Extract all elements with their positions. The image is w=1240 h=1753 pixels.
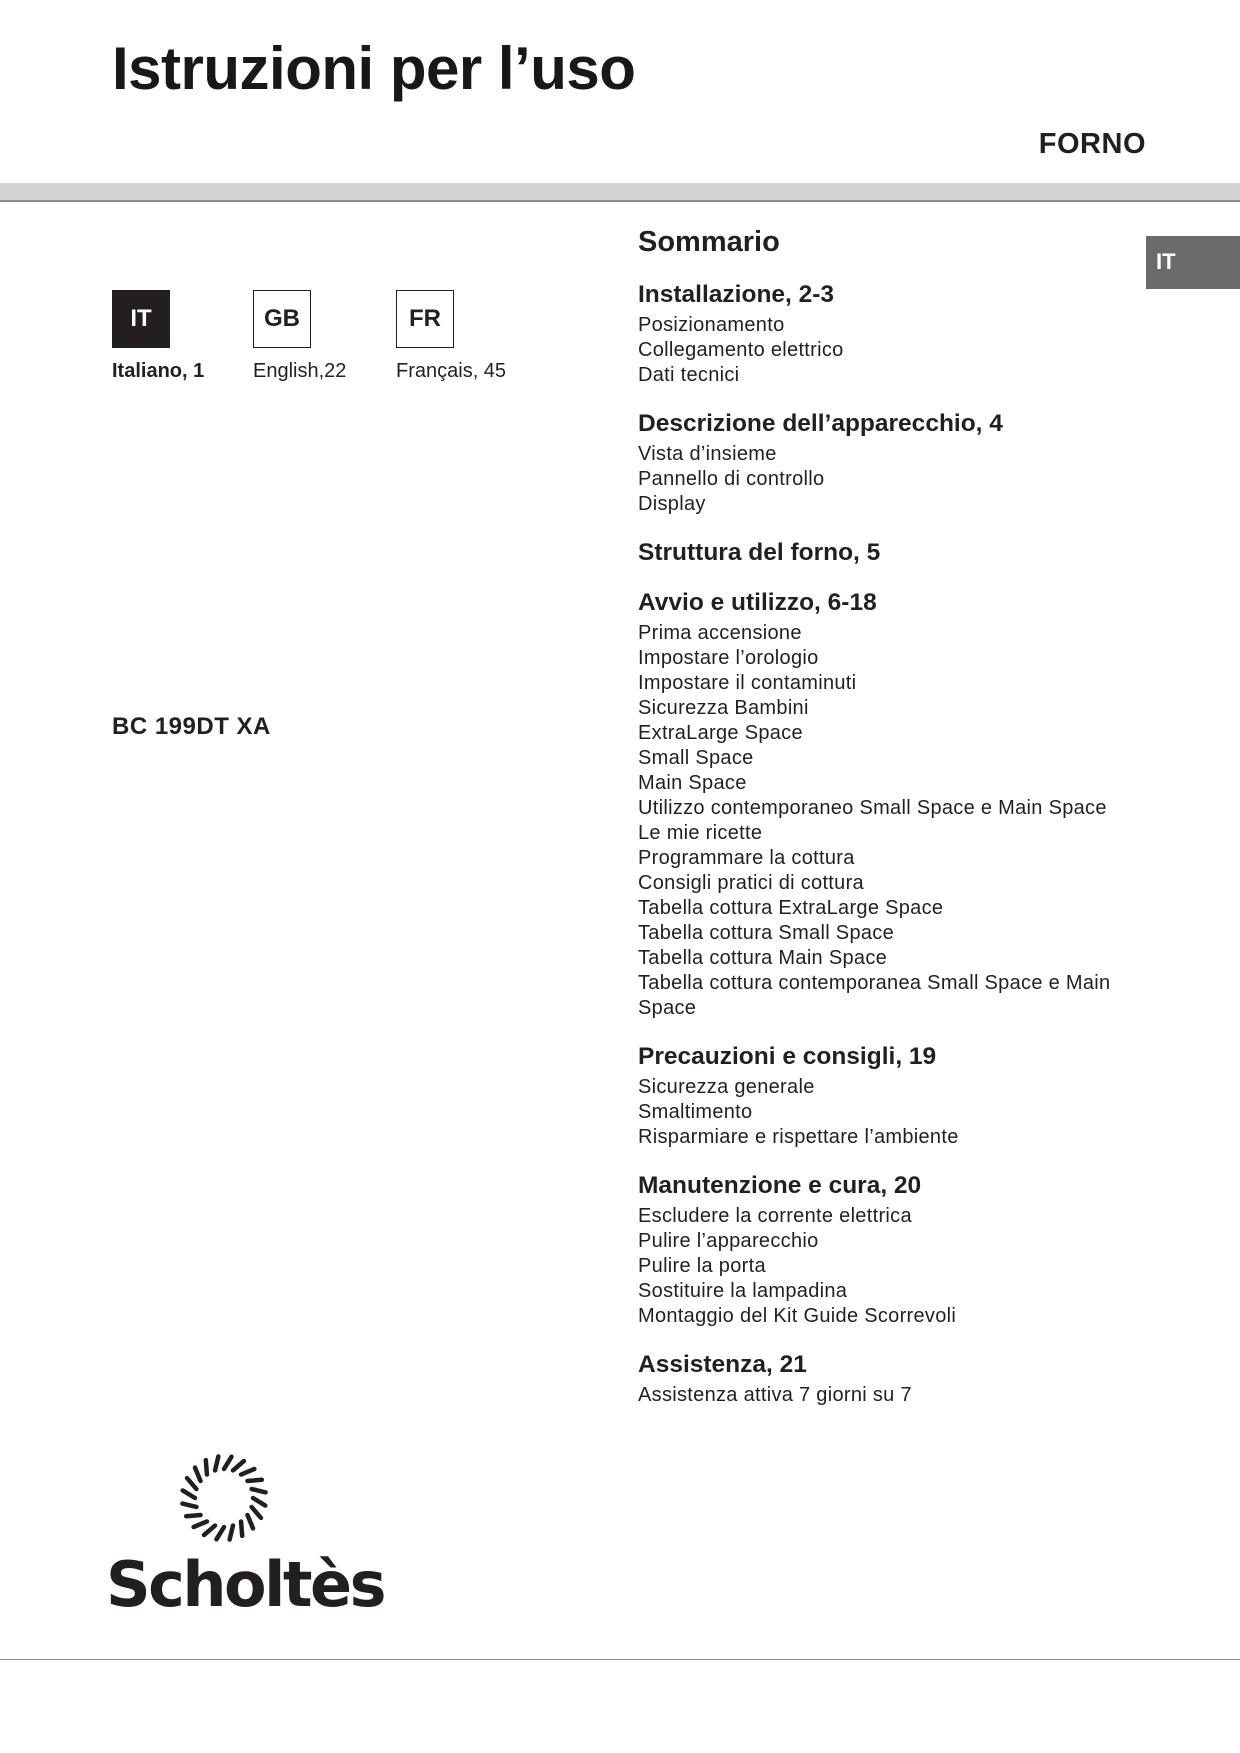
- toc-sections: [638, 281, 1138, 1408]
- toc-item[interactable]: Montaggio del Kit Guide Scorrevoli: [638, 1305, 957, 1327]
- language-label-gb: English,22: [253, 360, 347, 382]
- toc-item[interactable]: Impostare il contaminuti: [638, 672, 857, 694]
- sun-logo-icon: [176, 1450, 272, 1546]
- language-label-fr: Français, 45: [396, 360, 507, 382]
- toc-section: [638, 1351, 1138, 1408]
- toc-item[interactable]: Le mie ricette: [638, 822, 763, 844]
- document-title: Istruzioni per l’uso: [112, 35, 636, 102]
- footer-divider: [0, 1659, 1240, 1660]
- sun-ray: [247, 1515, 253, 1528]
- toc-section: [638, 589, 1138, 1021]
- toc-item[interactable]: Vista d’insieme: [638, 443, 777, 465]
- sun-ray: [215, 1456, 218, 1470]
- toc-heading[interactable]: Descrizione dell’apparecchio, 4: [638, 410, 1003, 437]
- toc-heading[interactable]: Avvio e utilizzo, 6-18: [638, 589, 877, 616]
- language-label-it: Italiano, 1: [112, 360, 205, 382]
- sun-ray: [247, 1480, 261, 1481]
- toc-section: [638, 539, 1138, 567]
- toc-item[interactable]: Dati tecnici: [638, 364, 740, 386]
- table-of-contents: [638, 222, 1138, 1430]
- sun-ray: [187, 1478, 196, 1489]
- toc-item[interactable]: Tabella cottura Main Space: [638, 947, 888, 969]
- toc-heading[interactable]: Installazione, 2-3: [638, 281, 835, 308]
- language-box-gb[interactable]: GB: [253, 290, 311, 348]
- sun-ray: [230, 1526, 233, 1540]
- header-band: [0, 183, 1240, 200]
- toc-heading[interactable]: Manutenzione e cura, 20: [638, 1172, 922, 1199]
- sun-ray: [241, 1521, 242, 1535]
- product-type: FORNO: [1038, 128, 1146, 160]
- toc-item[interactable]: Programmare la cottura: [638, 847, 855, 869]
- sun-ray: [195, 1468, 201, 1481]
- language-option-fr[interactable]: [396, 290, 546, 383]
- sun-ray: [182, 1504, 196, 1507]
- sun-ray: [253, 1498, 265, 1506]
- toc-item[interactable]: Collegamento elettrico: [638, 339, 844, 361]
- sun-ray: [233, 1461, 244, 1470]
- toc-section: [638, 410, 1138, 517]
- toc-item[interactable]: Tabella cottura ExtraLarge Space: [638, 897, 944, 919]
- toc-item[interactable]: Posizionamento: [638, 314, 785, 336]
- toc-item[interactable]: Consigli pratici di cottura: [638, 872, 864, 894]
- language-option-it[interactable]: [112, 290, 262, 383]
- toc-item[interactable]: Impostare l’orologio: [638, 647, 819, 669]
- toc-title: Sommario: [638, 226, 780, 258]
- sun-ray: [252, 1489, 266, 1492]
- header-divider: [0, 200, 1240, 202]
- toc-item[interactable]: Smaltimento: [638, 1101, 753, 1123]
- sun-ray: [224, 1457, 232, 1469]
- toc-item[interactable]: Prima accensione: [638, 622, 802, 644]
- language-box-fr[interactable]: FR: [396, 290, 454, 348]
- sun-ray: [194, 1521, 207, 1527]
- toc-section: [638, 281, 1138, 388]
- toc-item[interactable]: Risparmiare e rispettare l’ambiente: [638, 1126, 959, 1148]
- sun-ray: [216, 1527, 224, 1539]
- sun-ray: [241, 1469, 254, 1475]
- toc-item[interactable]: Pulire l’apparecchio: [638, 1230, 819, 1252]
- language-side-tab: IT: [1146, 236, 1240, 289]
- toc-item[interactable]: Small Space: [638, 747, 754, 769]
- brand-wordmark: Scholtès: [106, 1548, 384, 1621]
- toc-item[interactable]: Escludere la corrente elettrica: [638, 1205, 912, 1227]
- toc-item[interactable]: Display: [638, 493, 706, 515]
- toc-section: [638, 1172, 1138, 1329]
- toc-item[interactable]: ExtraLarge Space: [638, 722, 803, 744]
- toc-item[interactable]: Pannello di controllo: [638, 468, 825, 490]
- sun-ray: [252, 1507, 261, 1518]
- language-box-it[interactable]: IT: [112, 290, 170, 348]
- brand-logo: [106, 1450, 384, 1621]
- toc-item[interactable]: Sostituire la lampadina: [638, 1280, 848, 1302]
- toc-heading[interactable]: Precauzioni e consigli, 19: [638, 1043, 937, 1070]
- toc-item[interactable]: Sicurezza Bambini: [638, 697, 809, 719]
- toc-item[interactable]: Utilizzo contemporaneo Small Space e Main Space: [638, 797, 1107, 819]
- toc-item[interactable]: Sicurezza generale: [638, 1076, 815, 1098]
- toc-heading[interactable]: Assistenza, 21: [638, 1351, 807, 1378]
- toc-heading[interactable]: Struttura del forno, 5: [638, 539, 881, 566]
- toc-section: [638, 1043, 1138, 1150]
- sun-ray: [204, 1526, 215, 1535]
- language-option-gb[interactable]: [253, 290, 403, 383]
- sun-ray: [186, 1515, 200, 1516]
- toc-item[interactable]: Tabella cottura contemporanea Small Space e Main Space: [638, 972, 1111, 1019]
- model-number: BC 199DT XA: [112, 713, 271, 740]
- toc-item[interactable]: Tabella cottura Small Space: [638, 922, 895, 944]
- sun-ray: [183, 1490, 195, 1498]
- toc-item[interactable]: Pulire la porta: [638, 1255, 766, 1277]
- sun-ray: [206, 1460, 207, 1474]
- toc-item[interactable]: Main Space: [638, 772, 747, 794]
- toc-item[interactable]: Assistenza attiva 7 giorni su 7: [638, 1384, 912, 1406]
